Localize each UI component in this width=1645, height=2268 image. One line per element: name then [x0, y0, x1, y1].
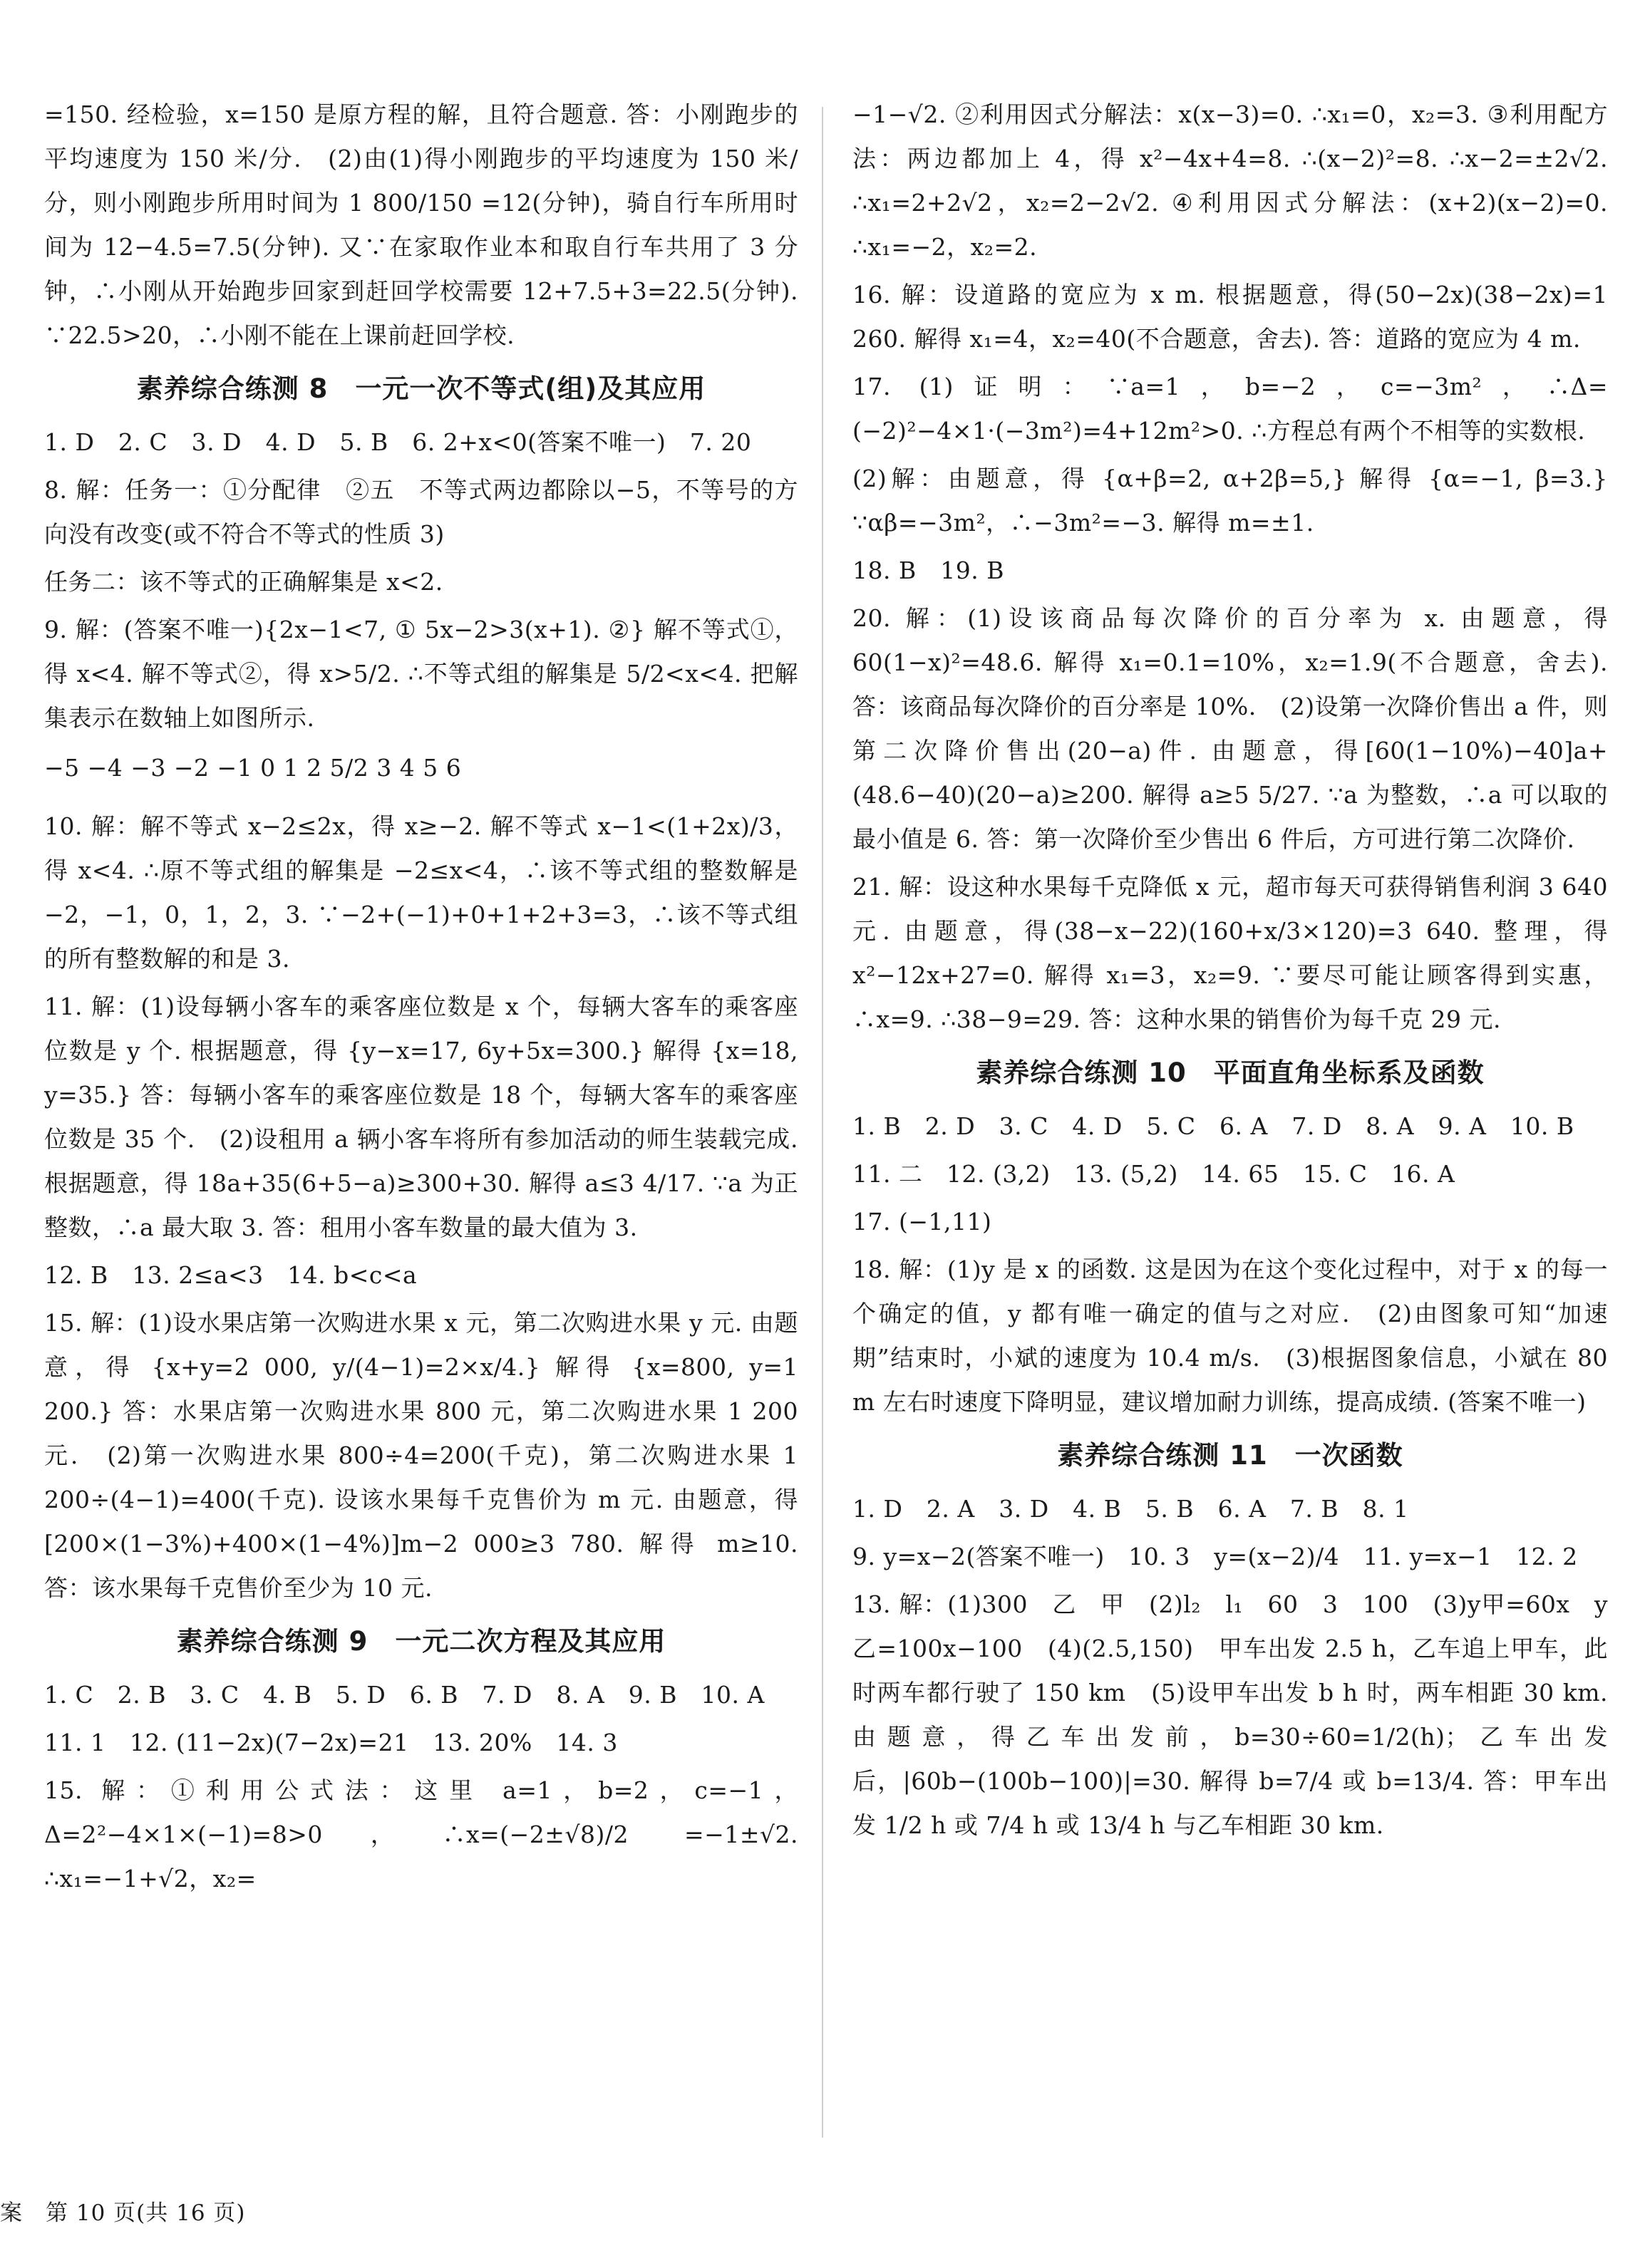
answer-paragraph: (2)解：由题意，得 {α+β=2, α+2β=5,} 解得 {α=−1, β=3.} ∵αβ=−3m²，∴−3m²=−3. 解得 m=±1.: [852, 465, 1608, 537]
answer-paragraph: 17. (−1,11): [852, 1208, 992, 1236]
section-heading: 素养综合练测 10 平面直角坐标系及函数: [976, 1057, 1485, 1088]
answer-paragraph: =150. 经检验，x=150 是原方程的解，且符合题意. 答：小刚跑步的平均速度为 150 米/分. (2)由(1)得小刚跑步的平均速度为 150 米/分，则小刚跑步所用时间为 1 800/150 =12(分钟)，骑自行车所用时间为 12−4.5=7.5(分钟). 又∵在家取作业本和取自行车共用了 3 分钟，∴小刚从开始跑步回家到赶回学校需要 12+7.5+3=22.5(分钟). ∵22.5>20，∴小刚不能在上课前赶回学校.: [44, 100, 798, 349]
answer-paragraph: 15. 解：(1)设水果店第一次购进水果 x 元，第二次购进水果 y 元. 由题意，得 {x+y=2 000, y/(4−1)=2×x/4.} 解得 {x=800, y=1 200.} 答：水果店第一次购进水果 800 元，第二次购进水果 1 200 元. (2)第一次购进水果 800÷4=200(千克)，第二次购进水果 1 200÷(4−1)=400(千克). 设该水果每千克售价为 m 元. 由题意，得[200×(1−3%)+400×(1−4%)]m−2 000≥3 780. 解得 m≥10. 答：该水果每千克售价至少为 10 元.: [44, 1309, 798, 1602]
page-footer: 案 第 10 页(共 16 页): [0, 2200, 246, 2226]
answer-paragraph: 11. 解：(1)设每辆小客车的乘客座位数是 x 个，每辆大客车的乘客座位数是 y 个. 根据题意，得 {y−x=17, 6y+5x=300.} 解得 {x=18, y=35.} 答：每辆小客车的乘客座位数是 18 个，每辆大客车的乘客座位数是 35 个. (2)设租用 a 辆小客车将所有参加活动的师生装载完成. 根据题意，得 18a+35(6+5−a)≥300+30. 解得 a≤3 4/17. ∵a 为正整数，∴a 最大取 3. 答：租用小客车数量的最大值为 3.: [44, 993, 798, 1241]
answer-paragraph: 1. B 2. D 3. C 4. D 5. C 6. A 7. D 8. A 9. A 10. B: [852, 1112, 1574, 1140]
answer-paragraph: 18. B 19. B: [852, 556, 1004, 584]
answer-paragraph: 9. 解：(答案不唯一){2x−1<7, ① 5x−2>3(x+1). ②} 解不等式①，得 x<4. 解不等式②，得 x>5/2. ∴不等式组的解集是 5/2<x<4. 把解集表示在数轴上如图所示.: [44, 616, 798, 732]
answer-paragraph: 11. 二 12. (3,2) 13. (5,2) 14. 65 15. C 16. A: [852, 1160, 1455, 1188]
answer-paragraph: 11. 1 12. (11−2x)(7−2x)=21 13. 20% 14. 3: [44, 1729, 618, 1756]
answer-paragraph: 8. 解：任务一：①分配律 ②五 不等式两边都除以−5，不等号的方向没有改变(或不符合不等式的性质 3): [44, 476, 798, 548]
answer-paragraph: 12. B 13. 2≤a<3 14. b<c<a: [44, 1261, 418, 1289]
section-heading: 素养综合练测 9 一元二次方程及其应用: [176, 1626, 666, 1657]
answer-paragraph: 任务二：该不等式的正确解集是 x<2.: [44, 568, 443, 596]
left-column: [44, 93, 798, 1905]
column-divider: [822, 107, 823, 2138]
section-heading: 素养综合练测 11 一次函数: [1057, 1440, 1403, 1471]
answer-paragraph: −1−√2. ②利用因式分解法：x(x−3)=0. ∴x₁=0，x₂=3. ③利用配方法：两边都加上 4，得 x²−4x+4=8. ∴(x−2)²=8. ∴x−2=±2√2. ∴x₁=2+2√2，x₂=2−2√2. ④利用因式分解法：(x+2)(x−2)=0. ∴x₁=−2，x₂=2.: [852, 100, 1608, 261]
answer-paragraph: 1. D 2. C 3. D 4. D 5. B 6. 2+x<0(答案不唯一) 7. 20: [44, 428, 752, 456]
answer-paragraph: 21. 解：设这种水果每千克降低 x 元，超市每天可获得销售利润 3 640 元. 由题意，得(38−x−22)(160+x/3×120)=3 640. 整理，得 x²−12x+27=0. 解得 x₁=3，x₂=9. ∵要尽可能让顾客得到实惠，∴x=9. ∴38−9=29. 答：这种水果的销售价为每千克 29 元.: [852, 873, 1608, 1033]
number-line: −5 −4 −3 −2 −1 0 1 2 5/2 3 4 5 6: [44, 754, 462, 782]
answer-paragraph: 10. 解：解不等式 x−2≤2x，得 x≥−2. 解不等式 x−1<(1+2x)/3，得 x<4. ∴原不等式组的解集是 −2≤x<4，∴该不等式组的整数解是 −2，−1，0，1，2，3. ∵−2+(−1)+0+1+2+3=3，∴该不等式组的所有整数解的和是 3.: [44, 812, 798, 973]
answer-paragraph: 13. 解：(1)300 乙 甲 (2)l₂ l₁ 60 3 100 (3)y甲=60x y乙=100x−100 (4)(2.5,150) 甲车出发 2.5 h，乙车追上甲车，此时两车都行驶了 150 km (5)设甲车出发 b h 时，两车相距 30 km. 由题意，得乙车出发前，b=30÷60=1/2(h)；乙车出发后，|60b−(100b−100)|=30. 解得 b=7/4 或 b=13/4. 答：甲车出发 1/2 h 或 7/4 h 或 13/4 h 与乙车相距 30 km.: [852, 1590, 1608, 1839]
answer-paragraph: 17. (1)证明：∵a=1，b=−2，c=−3m²，∴Δ=(−2)²−4×1·(−3m²)=4+12m²>0. ∴方程总有两个不相等的实数根.: [852, 373, 1608, 445]
right-column: [852, 93, 1608, 1851]
answer-paragraph: 15. 解：①利用公式法：这里 a=1，b=2，c=−1，Δ=2²−4×1×(−1)=8>0，∴x=(−2±√8)/2 =−1±√2. ∴x₁=−1+√2，x₂=: [44, 1776, 798, 1892]
answer-paragraph: 16. 解：设道路的宽应为 x m. 根据题意，得(50−2x)(38−2x)=1 260. 解得 x₁=4，x₂=40(不合题意，舍去). 答：道路的宽应为 4 m.: [852, 281, 1608, 353]
answer-paragraph: 20. 解：(1)设该商品每次降价的百分率为 x. 由题意，得 60(1−x)²=48.6. 解得 x₁=0.1=10%，x₂=1.9(不合题意，舍去). 答：该商品每次降价的百分率是 10%. (2)设第一次降价售出 a 件，则第二次降价售出(20−a)件. 由题意，得[60(1−10%)−40]a+(48.6−40)(20−a)≥200. 解得 a≥5 5/27. ∵a 为整数，∴a 可以取的最小值是 6. 答：第一次降价至少售出 6 件后，方可进行第二次降价.: [852, 604, 1608, 853]
answer-paragraph: 1. C 2. B 3. C 4. B 5. D 6. B 7. D 8. A 9. B 10. A: [44, 1681, 765, 1709]
answer-paragraph: 18. 解：(1)y 是 x 的函数. 这是因为在这个变化过程中，对于 x 的每一个确定的值，y 都有唯一确定的值与之对应. (2)由图象可知“加速期”结束时，小斌的速度为 10.4 m/s. (3)根据图象信息，小斌在 80 m 左右时速度下降明显，建议增加耐力训练，提高成绩. (答案不唯一): [852, 1255, 1608, 1416]
section-heading: 素养综合练测 8 一元一次不等式(组)及其应用: [136, 373, 706, 404]
answer-paragraph: 1. D 2. A 3. D 4. B 5. B 6. A 7. B 8. 1: [852, 1495, 1409, 1523]
answer-paragraph: 9. y=x−2(答案不唯一) 10. 3 y=(x−2)/4 11. y=x−1 12. 2: [852, 1543, 1578, 1570]
